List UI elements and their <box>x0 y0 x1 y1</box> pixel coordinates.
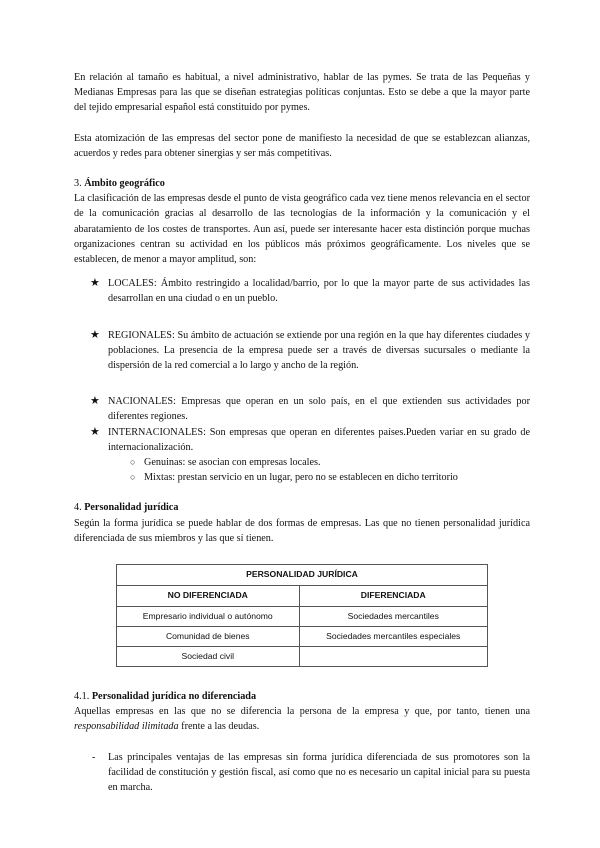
section-4-body: Según la forma jurídica se puede hablar de dos formas de empresas. Las que no tienen personalidad jurídica diferenciada de sus miembros y las que sí tienen. <box>74 517 530 544</box>
intro-paragraph-1: En relación al tamaño es habitual, a nivel administrativo, hablar de las pymes. Se trata de las Pequeñas y Medianas Empresas para las que se diseñan estrategias políticas conjuntas. Esto se debe a que la mayor parte del tejido empresarial español está constituido por pymes. <box>74 72 530 114</box>
table-header-no-diferenciada: NO DIFERENCIADA <box>117 586 300 607</box>
unlimited-liability-term: responsabilidad ilimitada <box>74 721 179 733</box>
internacional-sublist <box>74 455 530 485</box>
document-page <box>74 70 530 795</box>
circle-bullet-icon: ○ <box>130 457 136 468</box>
star-bullet-icon: ★ <box>90 425 100 438</box>
section-3-heading <box>74 176 530 191</box>
table-cell <box>299 647 488 667</box>
sublist-item-mixtas: ○ Mixtas: prestan servicio en un lugar, pero no se establecen en dicho territorio <box>74 470 530 485</box>
list-item-internacionales: ★ INTERNACIONALES: Son empresas que operan en diferentes países.Pueden variar en su grado de internacionalización. <box>90 425 530 453</box>
list-item-regionales: ★ REGIONALES: Su ámbito de actuación se extiende por una región en la que hay diferentes ciudades y poblaciones. La presencia de la empresa puede ser a través de diversas sucursales o mediante la dispersión de la red comercial a lo largo y ancho de la región. <box>90 328 530 372</box>
legal-personality-table-wrap <box>74 564 530 667</box>
table-cell: Sociedad civil <box>117 647 300 667</box>
table-cell: Comunidad de bienes <box>117 627 300 647</box>
dash-bullet-icon: - <box>92 751 96 763</box>
section-4-1-title: Personalidad jurídica no diferenciada <box>91 691 257 703</box>
star-bullet-icon: ★ <box>90 277 100 290</box>
table-cell: Empresario individual o autónomo <box>117 607 300 627</box>
section-3-number: 3. <box>74 178 82 190</box>
list-item-locales: ★ LOCALES: Ámbito restringido a localidad/barrio, por lo que la mayor parte de sus actividades las desarrollan en una ciudad o en un pueblo. <box>90 277 530 305</box>
circle-bullet-icon: ○ <box>130 472 136 483</box>
table-row <box>117 607 488 627</box>
table-cell: Sociedades mercantiles especiales <box>299 627 488 647</box>
section-4-1-number: 4.1. <box>74 691 90 703</box>
geographic-levels-list <box>74 276 530 455</box>
star-bullet-icon: ★ <box>90 328 100 341</box>
section-3-title: Ámbito geográfico <box>84 178 165 190</box>
sublist-item-genuinas: ○ Genuinas: se asocian con empresas locales. <box>74 455 530 470</box>
section-4-heading <box>74 500 530 515</box>
advantages-list <box>74 750 530 796</box>
table-row <box>117 647 488 667</box>
legal-personality-table <box>116 564 488 667</box>
intro-paragraph-2: Esta atomización de las empresas del sector pone de manifiesto la necesidad de que se establezcan alianzas, acuerdos y redes para obtener sinergias y ser más competitivas. <box>74 132 530 159</box>
section-3-body: La clasificación de las empresas desde el punto de vista geográfico cada vez tiene menos relevancia en el sector de la comunicación gracias al desarrollo de las tecnologías de la información y la comunicación y el abaratamiento de los costes de transportes. Aun así, puede ser interesante hacer esta distinción porque muchas organizaciones centran su actividad en los públicos más próximos geográficamente. Los niveles que se establecen, de menor a mayor amplitud, son: <box>74 193 530 266</box>
table-cell: Sociedades mercantiles <box>299 607 488 627</box>
list-item-nacionales: ★ NACIONALES: Empresas que operan en un solo país, en el que extienden sus actividades por diferentes regiones. <box>90 395 530 423</box>
star-bullet-icon: ★ <box>90 395 100 408</box>
table-row <box>117 627 488 647</box>
section-4-number: 4. <box>74 502 82 514</box>
section-4-1-body: Aquellas empresas en las que no se diferencia la persona de la empresa y que, por tanto, tienen una responsabilidad ilimitada frente a las deudas. <box>74 706 530 733</box>
section-4-1-heading <box>74 689 530 704</box>
table-header-diferenciada: DIFERENCIADA <box>299 586 488 607</box>
section-4-title: Personalidad jurídica <box>84 502 179 514</box>
table-title: PERSONALIDAD JURÍDICA <box>117 565 488 586</box>
list-item: - Las principales ventajas de las empresas sin forma jurídica diferenciada de sus promotores son la facilidad de constitución y gestión fiscal, así como que no es necesario un capital inicial para su puesta en marcha. <box>92 751 530 794</box>
